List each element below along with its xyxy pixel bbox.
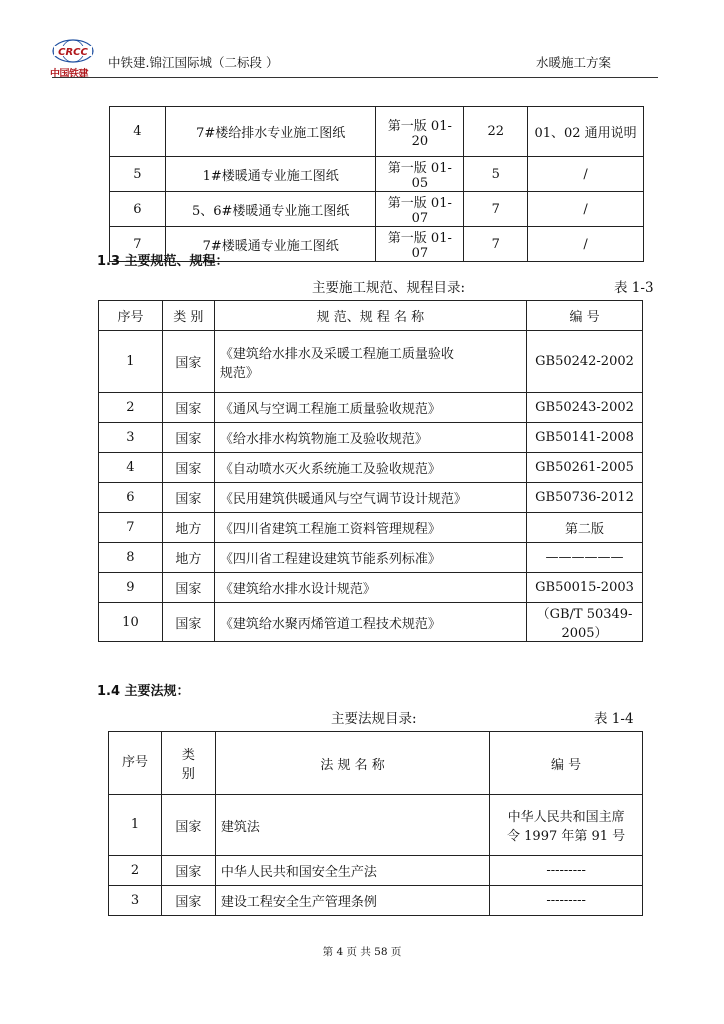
svg-text:CRCC: CRCC: [58, 47, 88, 58]
header-divider: [52, 77, 658, 78]
table-row: 1 国家 建筑法 中华人民共和国主席 令 1997 年第 91 号: [109, 795, 643, 856]
table-row: 4 7#楼给排水专业施工图纸 第一版 01-20 22 01、02 通用说明: [110, 107, 644, 157]
table-row: 6 5、6#楼暖通专业施工图纸 第一版 01-07 7 /: [110, 192, 644, 227]
table-header-row: 序号 类 别 法 规 名 称 编 号: [109, 732, 643, 795]
table-caption-1-4: 主要法规目录:: [331, 711, 417, 727]
section-heading-1-3: 1.3 主要规范、规程：: [97, 254, 229, 269]
document-title: 水暖施工方案: [536, 55, 612, 70]
table-row: 1 国家 《建筑给水排水及采暖工程施工质量验收 规范》 GB50242-2002: [99, 331, 643, 393]
company-logo: [50, 38, 96, 78]
table-row: 8 地方 《四川省工程建设建筑节能系列标准》 ——————: [99, 543, 643, 573]
table-row: 5 1#楼暖通专业施工图纸 第一版 01-05 5 /: [110, 157, 644, 192]
table-number-1-3: 表 1-3: [614, 280, 654, 296]
table-row: 2 国家 中华人民共和国安全生产法 ---------: [109, 856, 643, 886]
table-row: 10 国家 《建筑给水聚丙烯管道工程技术规范》 （GB/T 50349-2005）: [99, 603, 643, 642]
table-number-1-4: 表 1-4: [594, 711, 634, 727]
logo-caption: 中国铁建: [50, 69, 88, 80]
standards-table: [98, 300, 643, 642]
table-row: 9 国家 《建筑给水排水设计规范》 GB50015-2003: [99, 573, 643, 603]
table-row: 6 国家 《民用建筑供暖通风与空气调节设计规范》 GB50736-2012: [99, 483, 643, 513]
table-row: 7 7#楼暖通专业施工图纸 第一版 01-07 7 /: [110, 227, 644, 262]
table-row: 3 国家 建设工程安全生产管理条例 ---------: [109, 886, 643, 916]
regulations-table: [108, 731, 643, 916]
table-header-row: 序号 类 别 规 范、规 程 名 称 编 号: [99, 301, 643, 331]
table-row: 2 国家 《通风与空调工程施工质量验收规范》 GB50243-2002: [99, 393, 643, 423]
table-caption-1-3: 主要施工规范、规程目录:: [312, 280, 466, 296]
table-row: 3 国家 《给水排水构筑物施工及验收规范》 GB50141-2008: [99, 423, 643, 453]
crcc-logo-icon: [50, 38, 96, 64]
section-heading-1-4: 1.4 主要法规：: [97, 684, 190, 699]
drawings-table: [109, 106, 644, 262]
page-number: 第 4 页 共 58 页: [322, 946, 402, 958]
table-row: 7 地方 《四川省建筑工程施工资料管理规程》 第二版: [99, 513, 643, 543]
project-title: 中铁建.锦江国际城（二标段 ）: [108, 55, 279, 70]
table-row: 4 国家 《自动喷水灭火系统施工及验收规范》 GB50261-2005: [99, 453, 643, 483]
